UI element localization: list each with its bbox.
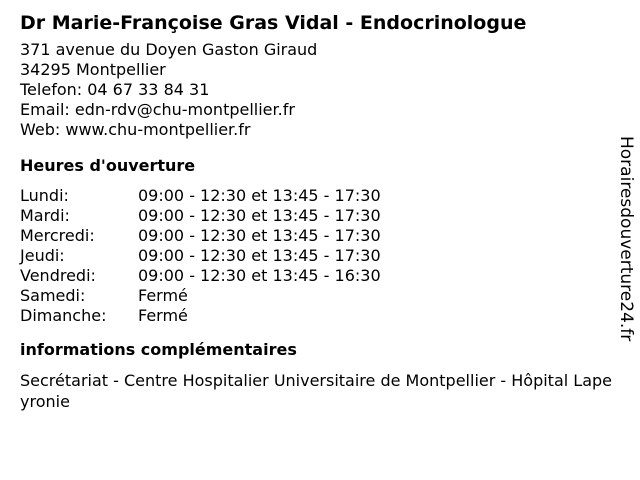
additional-info-heading: informations complémentaires [20,340,297,359]
page-title: Dr Marie-Françoise Gras Vidal - Endocrinologue [20,12,527,34]
hours-row-wednesday [20,226,381,246]
phone-number: Telefon: 04 67 33 84 31 [20,80,210,99]
day-hours: Fermé [138,286,188,305]
website-address: Web: www.chu-montpellier.fr [20,120,251,139]
hours-row-tuesday [20,206,381,226]
additional-info-text: Secrétariat - Centre Hospitalier Universitaire de Montpellier - Hôpital Lapeyronie [20,371,613,411]
day-label: Mardi: [20,206,70,225]
day-hours: 09:00 - 12:30 et 13:45 - 17:30 [138,246,381,265]
day-label: Jeudi: [20,246,65,265]
watermark-text: Horairesdouverture24.fr [616,136,636,342]
opening-hours-heading: Heures d'ouverture [20,156,196,175]
doctor-listing [20,10,615,412]
day-label: Vendredi: [20,266,96,285]
opening-hours-table [20,186,381,326]
day-hours: 09:00 - 12:30 et 13:45 - 17:30 [138,186,381,205]
email-address: Email: edn-rdv@chu-montpellier.fr [20,100,295,119]
day-hours: 09:00 - 12:30 et 13:45 - 16:30 [138,266,381,285]
day-label: Dimanche: [20,306,107,325]
day-hours: 09:00 - 12:30 et 13:45 - 17:30 [138,226,381,245]
site-watermark [610,136,640,366]
day-label: Lundi: [20,186,69,205]
day-label: Samedi: [20,286,86,305]
hours-row-thursday [20,246,381,266]
day-label: Mercredi: [20,226,95,245]
hours-row-friday [20,266,381,286]
address-street: 371 avenue du Doyen Gaston Giraud [20,40,318,59]
address-city: 34295 Montpellier [20,60,166,79]
day-hours: Fermé [138,306,188,325]
hours-row-sunday [20,306,381,326]
hours-row-monday [20,186,381,206]
day-hours: 09:00 - 12:30 et 13:45 - 17:30 [138,206,381,225]
hours-row-saturday [20,286,381,306]
